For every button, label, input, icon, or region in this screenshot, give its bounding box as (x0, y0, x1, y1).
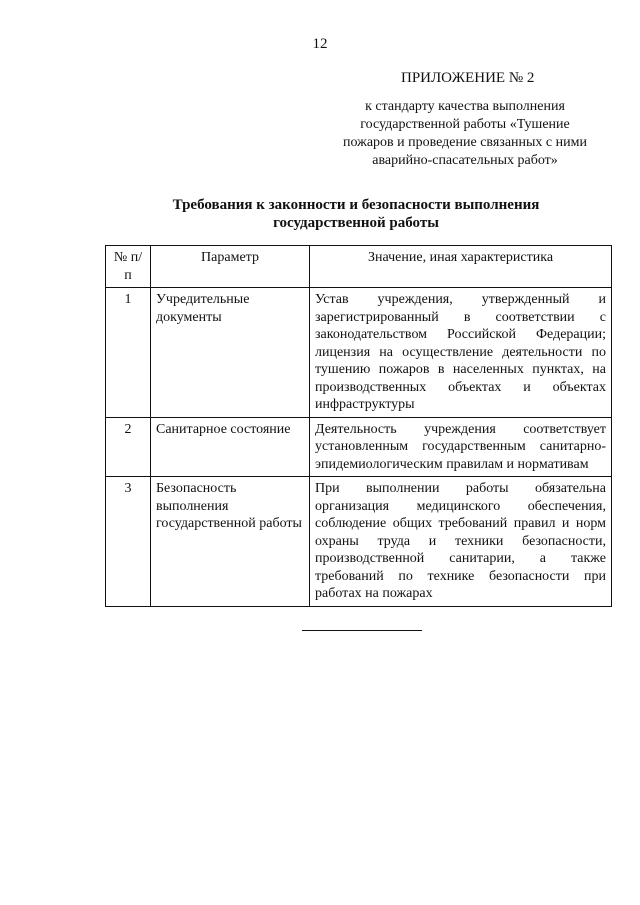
table-header-row (106, 246, 612, 288)
closing-divider-line (302, 630, 422, 631)
header-number: № п/п (106, 246, 151, 288)
row-value: При выполнении работы обязательна организация медицинского обеспечения, соблюдение общих требований правил и норм охраны труда и техники безопасности, производственной санитарии, а также требований по технике безопасности при работах на пожарах (310, 477, 612, 607)
row-value: Деятельность учреждения соответствует установленным государственным санитарно-эпидемиологическим правилам и нормативам (310, 417, 612, 477)
table-row (106, 477, 612, 607)
row-parameter: Безопасность выполнения государственной работы (151, 477, 310, 607)
document-title-line: государственной работы (273, 215, 439, 231)
header-parameter: Параметр (151, 246, 310, 288)
appendix-subtitle (330, 98, 600, 170)
appendix-title: ПРИЛОЖЕНИЕ № 2 (401, 70, 535, 86)
header-value: Значение, иная характеристика (310, 246, 612, 288)
appendix-subtitle-line: государственной работы «Тушение (360, 117, 570, 132)
page-number: 12 (312, 36, 328, 52)
row-parameter: Санитарное состояние (151, 417, 310, 477)
appendix-subtitle-line: к стандарту качества выполнения (365, 99, 565, 114)
appendix-subtitle-line: пожаров и проведение связанных с ними (343, 135, 587, 150)
table-row (106, 288, 612, 418)
appendix-subtitle-line: аварийно-спасательных работ» (372, 153, 558, 168)
row-number: 2 (106, 417, 151, 477)
table-row (106, 417, 612, 477)
row-number: 1 (106, 288, 151, 418)
row-parameter: Учредительные документы (151, 288, 310, 418)
document-title (100, 196, 612, 232)
document-title-line: Требования к законности и безопасности выполнения (172, 197, 540, 213)
row-value: Устав учреждения, утвержденный и зарегистрированный в соответствии с законодательством Российской Федерации; лицензия на осуществление деятельности по тушению пожаров в населенных пунктах, на производственных объектах и объектах инфраструктуры (310, 288, 612, 418)
row-number: 3 (106, 477, 151, 607)
requirements-table (105, 245, 612, 607)
